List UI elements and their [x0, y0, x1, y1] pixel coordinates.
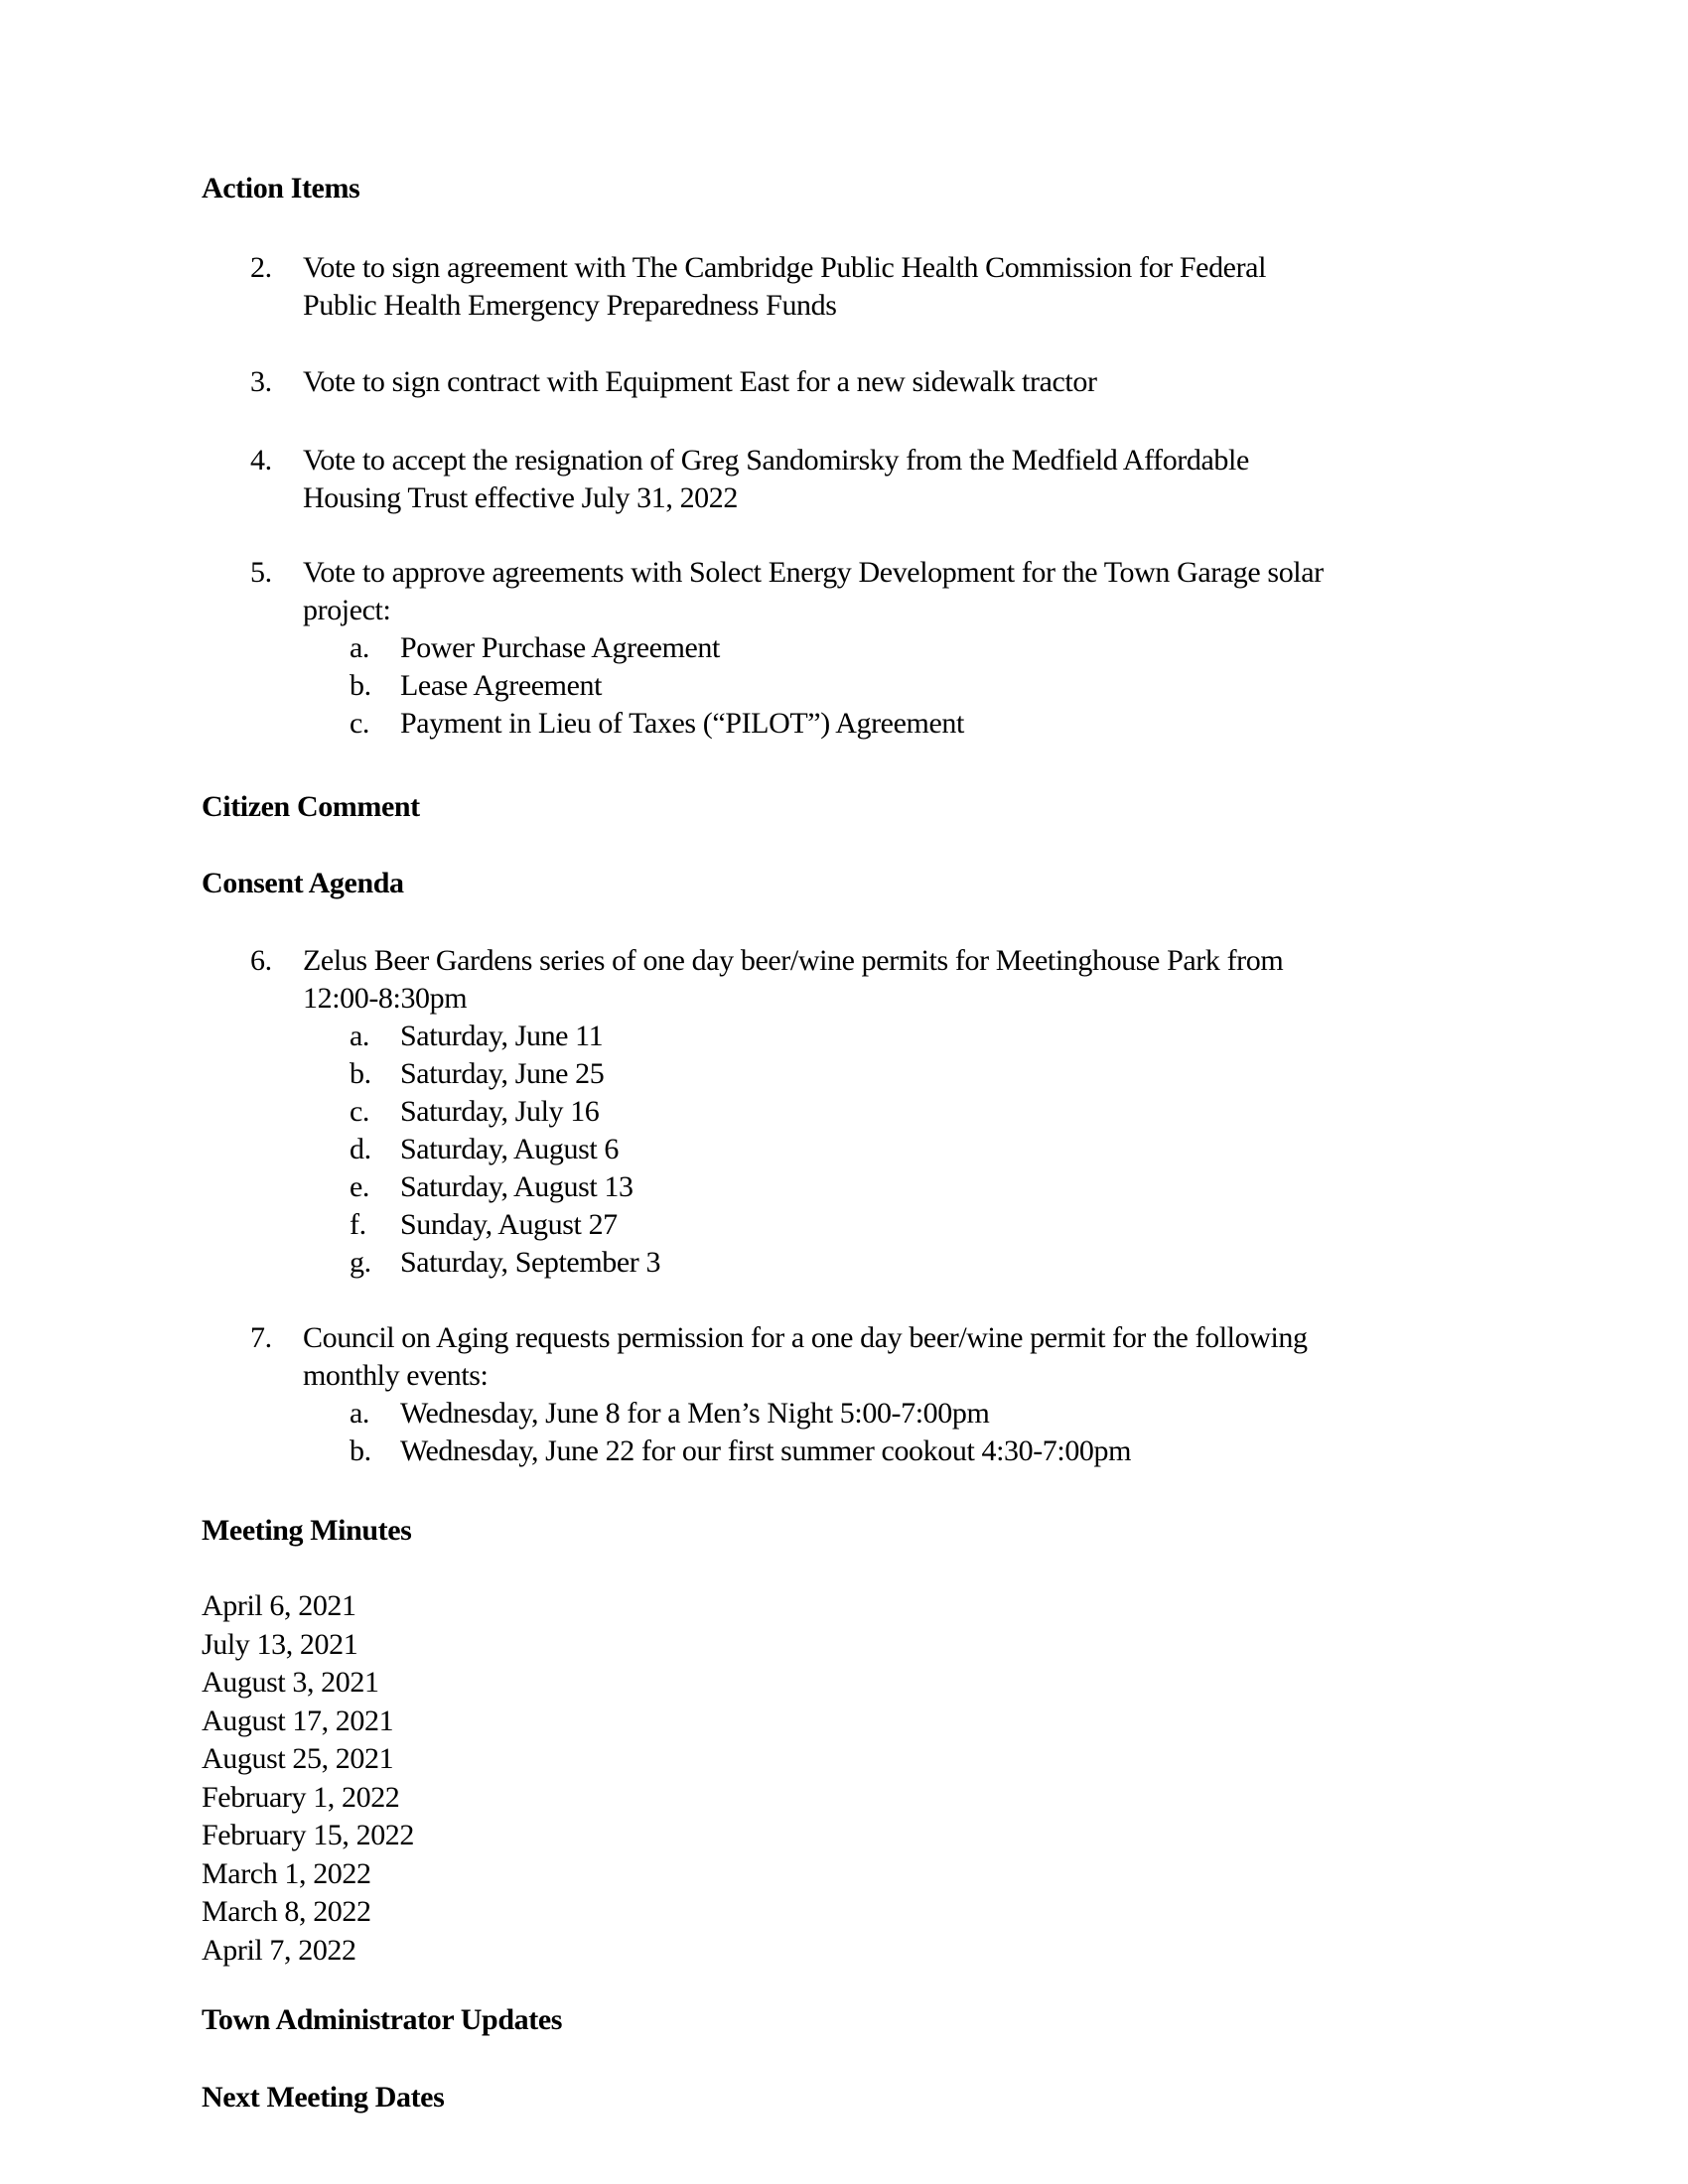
- list-item-number: 2.: [250, 251, 272, 284]
- list-item-line: Vote to sign contract with Equipment East for a new sidewalk tractor: [303, 365, 1097, 398]
- section-heading: Town Administrator Updates: [202, 2003, 563, 2036]
- sub-item-letter: f.: [350, 1208, 366, 1241]
- list-item-line: project:: [303, 594, 391, 626]
- date-line: March 1, 2022: [202, 1856, 371, 1890]
- sub-item-text: Power Purchase Agreement: [400, 631, 720, 664]
- list-item: [250, 363, 1688, 401]
- list-item-line: Council on Aging requests permission for a one day beer/wine permit for the following: [303, 1321, 1308, 1354]
- sub-item-letter: e.: [350, 1170, 370, 1203]
- list-item-text: [303, 442, 1249, 517]
- list-item: [250, 442, 1688, 517]
- sub-item-letter: d.: [350, 1133, 371, 1165]
- sub-item-text: Saturday, August 6: [400, 1133, 620, 1165]
- list-item-line: Housing Trust effective July 31, 2022: [303, 481, 738, 514]
- sub-item-letter: a.: [350, 631, 370, 664]
- sub-list-item: [350, 1055, 1283, 1093]
- list-item-text: [303, 942, 1283, 1282]
- date-line: August 17, 2021: [202, 1704, 394, 1737]
- sub-item-text: Payment in Lieu of Taxes (“PILOT”) Agreement: [400, 707, 964, 740]
- list-item-line: Public Health Emergency Preparedness Funds: [303, 289, 837, 322]
- list-item-text: [303, 554, 1324, 743]
- section-heading: Meeting Minutes: [202, 1514, 412, 1547]
- list-item-line: 12:00-8:30pm: [303, 982, 468, 1015]
- list-item-number: 7.: [250, 1321, 272, 1354]
- list-item: [250, 249, 1688, 325]
- sub-list-item: [350, 1093, 1283, 1131]
- sub-item-text: Sunday, August 27: [400, 1208, 618, 1241]
- sub-item-letter: g.: [350, 1246, 371, 1279]
- list-item-text: [303, 363, 1097, 401]
- date-line: March 8, 2022: [202, 1895, 371, 1928]
- date-line: April 7, 2022: [202, 1933, 356, 1967]
- list-item-text: [303, 249, 1266, 325]
- sub-item-letter: b.: [350, 1057, 371, 1090]
- section-heading: Citizen Comment: [202, 790, 420, 823]
- list-item-line: Vote to approve agreements with Solect Energy Development for the Town Garage solar: [303, 556, 1324, 589]
- sub-list-item: [350, 705, 1324, 743]
- list-item-number: 3.: [250, 365, 272, 398]
- list-item-text: [303, 1319, 1308, 1470]
- sub-item-letter: c.: [350, 1095, 370, 1128]
- sub-item-text: Saturday, June 11: [400, 1020, 604, 1052]
- sub-item-letter: a.: [350, 1020, 370, 1052]
- sub-list-item: [350, 1244, 1283, 1282]
- list-item-line: monthly events:: [303, 1359, 489, 1392]
- sub-item-text: Lease Agreement: [400, 669, 603, 702]
- date-line: July 13, 2021: [202, 1627, 358, 1661]
- sub-item-letter: b.: [350, 669, 371, 702]
- sub-item-text: Saturday, September 3: [400, 1246, 661, 1279]
- list-item-number: 4.: [250, 444, 272, 477]
- sub-list-item: [350, 629, 1324, 667]
- section-heading: Action Items: [202, 172, 360, 205]
- sub-list-item: [350, 1433, 1308, 1470]
- date-line: August 25, 2021: [202, 1742, 394, 1775]
- meeting-minutes-date-list: [202, 1587, 1688, 1970]
- sub-list-item: [350, 1131, 1283, 1168]
- sub-list-item: [350, 1395, 1308, 1433]
- list-item-line: Zelus Beer Gardens series of one day beer/wine permits for Meetinghouse Park from: [303, 944, 1284, 977]
- sub-item-letter: b.: [350, 1434, 371, 1467]
- sub-item-text: Saturday, June 25: [400, 1057, 605, 1090]
- list-item: [250, 942, 1688, 1282]
- sub-item-text: Wednesday, June 22 for our first summer cookout 4:30-7:00pm: [400, 1434, 1132, 1467]
- list-item-line: Vote to accept the resignation of Greg Sandomirsky from the Medfield Affordable: [303, 444, 1249, 477]
- list-item: [250, 1319, 1688, 1470]
- sub-item-text: Saturday, July 16: [400, 1095, 600, 1128]
- list-item-number: 5.: [250, 556, 272, 589]
- sub-item-text: Saturday, August 13: [400, 1170, 633, 1203]
- section-heading: Next Meeting Dates: [202, 2081, 445, 2114]
- sub-item-letter: c.: [350, 707, 370, 740]
- date-line: August 3, 2021: [202, 1666, 379, 1699]
- sub-item-text: Wednesday, June 8 for a Men’s Night 5:00-7:00pm: [400, 1397, 990, 1430]
- sub-list-item: [350, 1018, 1283, 1055]
- sub-list-item: [350, 1168, 1283, 1206]
- list-item: [250, 554, 1688, 743]
- list-item-line: Vote to sign agreement with The Cambridge Public Health Commission for Federal: [303, 251, 1267, 284]
- sub-list-item: [350, 1206, 1283, 1244]
- date-line: April 6, 2021: [202, 1589, 356, 1622]
- date-line: February 1, 2022: [202, 1780, 400, 1814]
- section-heading: Consent Agenda: [202, 867, 404, 899]
- sub-item-letter: a.: [350, 1397, 370, 1430]
- date-line: February 15, 2022: [202, 1819, 414, 1851]
- sub-list-item: [350, 667, 1324, 705]
- list-item-number: 6.: [250, 944, 272, 977]
